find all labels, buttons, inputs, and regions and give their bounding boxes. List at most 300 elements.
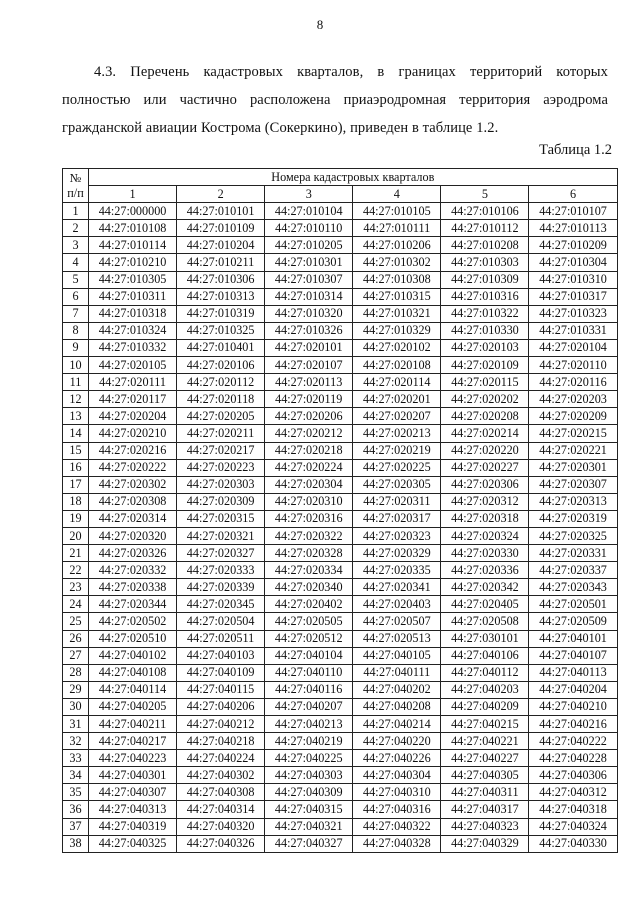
row-number-cell: 36 [63,801,89,818]
table-row [63,271,618,288]
cadastral-number-cell: 44:27:020344 [89,596,177,613]
table-row [63,750,618,767]
table-row [63,767,618,784]
cadastral-number-cell: 44:27:020314 [89,510,177,527]
cadastral-number-cell: 44:27:020208 [441,408,529,425]
table-row [63,562,618,579]
cadastral-number-cell: 44:27:010326 [265,322,353,339]
cadastral-number-cell: 44:27:020329 [353,545,441,562]
cadastral-number-cell: 44:27:040210 [529,698,617,715]
cadastral-number-cell: 44:27:040206 [177,698,265,715]
table-row [63,664,618,681]
row-number-cell: 9 [63,339,89,356]
row-number-cell: 29 [63,681,89,698]
table-row [63,579,618,596]
cadastral-number-cell: 44:27:040320 [177,818,265,835]
table-row [63,698,618,715]
cadastral-number-cell: 44:27:020339 [177,579,265,596]
cadastral-number-cell: 44:27:010112 [441,220,529,237]
cadastral-number-cell: 44:27:020511 [177,630,265,647]
cadastral-number-cell: 44:27:010322 [441,305,529,322]
cadastral-number-cell: 44:27:020313 [529,493,617,510]
cadastral-number-cell: 44:27:040324 [529,818,617,835]
cadastral-number-cell: 44:27:010325 [177,322,265,339]
cadastral-number-cell: 44:27:020219 [353,442,441,459]
cadastral-number-cell: 44:27:020111 [89,374,177,391]
column-header: 2 [177,186,265,203]
cadastral-number-cell: 44:27:020302 [89,476,177,493]
cadastral-number-cell: 44:27:040106 [441,647,529,664]
cadastral-number-cell: 44:27:020101 [265,339,353,356]
cadastral-number-cell: 44:27:020319 [529,510,617,527]
cadastral-number-cell: 44:27:020307 [529,476,617,493]
cadastral-number-cell: 44:27:010205 [265,237,353,254]
row-number-cell: 20 [63,527,89,544]
table-row [63,527,618,544]
table-row [63,322,618,339]
cadastral-number-cell: 44:27:040101 [529,630,617,647]
cadastral-number-cell: 44:27:040313 [89,801,177,818]
cadastral-number-cell: 44:27:020113 [265,374,353,391]
cadastral-number-cell: 44:27:020222 [89,459,177,476]
cadastral-number-cell: 44:27:010320 [265,305,353,322]
cadastral-number-cell: 44:27:020342 [441,579,529,596]
cadastral-number-cell: 44:27:010331 [529,322,617,339]
paragraph-line: гражданской авиации Кострома (Сокеркино), приведен в таблице 1.2. [62,120,499,136]
table-row [63,237,618,254]
cadastral-number-cell: 44:27:040321 [265,818,353,835]
table-row [63,510,618,527]
row-number-cell: 31 [63,716,89,733]
cadastral-number-cell: 44:27:020119 [265,391,353,408]
cadastral-number-cell: 44:27:020335 [353,562,441,579]
cadastral-number-cell: 44:27:010311 [89,288,177,305]
cadastral-number-cell: 44:27:010305 [89,271,177,288]
cadastral-number-cell: 44:27:020201 [353,391,441,408]
cadastral-number-cell: 44:27:020332 [89,562,177,579]
row-number-cell: 37 [63,818,89,835]
cadastral-number-cell: 44:27:010114 [89,237,177,254]
row-number-cell: 22 [63,562,89,579]
row-number-cell: 24 [63,596,89,613]
cadastral-number-cell: 44:27:020116 [529,374,617,391]
cadastral-number-cell: 44:27:020305 [353,476,441,493]
cadastral-number-cell: 44:27:020102 [353,339,441,356]
cadastral-number-cell: 44:27:020501 [529,596,617,613]
cadastral-number-cell: 44:27:040205 [89,698,177,715]
cadastral-number-cell: 44:27:040328 [353,835,441,852]
row-number-cell: 32 [63,733,89,750]
cadastral-number-cell: 44:27:010301 [265,254,353,271]
cadastral-number-cell: 44:27:020105 [89,357,177,374]
cadastral-number-cell: 44:27:010105 [353,203,441,220]
cadastral-number-cell: 44:27:020337 [529,562,617,579]
row-number-cell: 28 [63,664,89,681]
row-number-cell: 2 [63,220,89,237]
cadastral-number-cell: 44:27:020109 [441,357,529,374]
cadastral-number-cell: 44:27:040216 [529,716,617,733]
cadastral-number-cell: 44:27:040107 [529,647,617,664]
table-body [63,203,618,853]
column-header: 1 [89,186,177,203]
cadastral-number-cell: 44:27:010332 [89,339,177,356]
cadastral-number-cell: 44:27:020207 [353,408,441,425]
column-header: 6 [529,186,617,203]
cadastral-number-cell: 44:27:010108 [89,220,177,237]
cadastral-number-cell: 44:27:010110 [265,220,353,237]
cadastral-number-cell: 44:27:020304 [265,476,353,493]
cadastral-number-cell: 44:27:040225 [265,750,353,767]
table-header-row [63,169,618,186]
cadastral-number-cell: 44:27:020212 [265,425,353,442]
cadastral-number-cell: 44:27:020206 [265,408,353,425]
row-number-cell: 34 [63,767,89,784]
cadastral-number-cell: 44:27:020312 [441,493,529,510]
column-header-row [63,186,618,203]
cadastral-number-cell: 44:27:020341 [353,579,441,596]
table-row [63,784,618,801]
row-number-cell: 8 [63,322,89,339]
row-number-cell: 23 [63,579,89,596]
cadastral-number-cell: 44:27:010209 [529,237,617,254]
cadastral-number-cell: 44:27:020508 [441,613,529,630]
cadastral-number-cell: 44:27:010306 [177,271,265,288]
cadastral-number-cell: 44:27:020345 [177,596,265,613]
cadastral-number-cell: 44:27:020512 [265,630,353,647]
table-row [63,339,618,356]
cadastral-quarters-table [62,168,618,853]
table-row [63,716,618,733]
cadastral-number-cell: 44:27:010111 [353,220,441,237]
cadastral-number-cell: 44:27:010330 [441,322,529,339]
cadastral-number-cell: 44:27:010304 [529,254,617,271]
cadastral-number-cell: 44:27:020209 [529,408,617,425]
table-row [63,459,618,476]
cadastral-number-cell: 44:27:020327 [177,545,265,562]
row-number-cell: 35 [63,784,89,801]
cadastral-number-cell: 44:27:020215 [529,425,617,442]
cadastral-number-cell: 44:27:040310 [353,784,441,801]
cadastral-number-cell: 44:27:010318 [89,305,177,322]
cadastral-number-cell: 44:27:010106 [441,203,529,220]
cadastral-number-cell: 44:27:020316 [265,510,353,527]
cadastral-number-cell: 44:27:020203 [529,391,617,408]
table-row [63,613,618,630]
table-row [63,801,618,818]
cadastral-number-cell: 44:27:040224 [177,750,265,767]
cadastral-number-cell: 44:27:020504 [177,613,265,630]
cadastral-number-cell: 44:27:020217 [177,442,265,459]
cadastral-number-cell: 44:27:010113 [529,220,617,237]
table-row [63,357,618,374]
table-row [63,203,618,220]
cadastral-number-cell: 44:27:010316 [441,288,529,305]
cadastral-number-cell: 44:27:020117 [89,391,177,408]
cadastral-number-cell: 44:27:040218 [177,733,265,750]
cadastral-number-cell: 44:27:020303 [177,476,265,493]
row-number-cell: 6 [63,288,89,305]
row-number-cell: 5 [63,271,89,288]
cadastral-number-cell: 44:27:040202 [353,681,441,698]
cadastral-number-cell: 44:27:040217 [89,733,177,750]
cadastral-number-cell: 44:27:040108 [89,664,177,681]
cadastral-number-cell: 44:27:040303 [265,767,353,784]
cadastral-number-cell: 44:27:020322 [265,527,353,544]
cadastral-number-cell: 44:27:010303 [441,254,529,271]
cadastral-number-cell: 44:27:030101 [441,630,529,647]
page-number: 8 [316,17,324,32]
row-number-header-bottom: п/п [67,185,84,200]
row-number-cell: 17 [63,476,89,493]
cadastral-number-cell: 44:27:040327 [265,835,353,852]
row-number-cell: 14 [63,425,89,442]
cadastral-number-cell: 44:27:020112 [177,374,265,391]
cadastral-number-cell: 44:27:010314 [265,288,353,305]
cadastral-number-cell: 44:27:040214 [353,716,441,733]
cadastral-number-cell: 44:27:010329 [353,322,441,339]
cadastral-number-cell: 44:27:040211 [89,716,177,733]
cadastral-number-cell: 44:27:040318 [529,801,617,818]
table-row [63,733,618,750]
cadastral-number-cell: 44:27:040223 [89,750,177,767]
row-number-cell: 18 [63,493,89,510]
cadastral-number-cell: 44:27:040325 [89,835,177,852]
cadastral-number-cell: 44:27:020108 [353,357,441,374]
cadastral-number-cell: 44:27:020211 [177,425,265,442]
cadastral-number-cell: 44:27:010210 [89,254,177,271]
cadastral-number-cell: 44:27:040226 [353,750,441,767]
cadastral-number-cell: 44:27:040305 [441,767,529,784]
table-row [63,476,618,493]
cadastral-number-cell: 44:27:020223 [177,459,265,476]
cadastral-number-cell: 44:27:040228 [529,750,617,767]
cadastral-number-cell: 44:27:020308 [89,493,177,510]
cadastral-number-cell: 44:27:040319 [89,818,177,835]
row-number-cell: 19 [63,510,89,527]
row-number-cell: 30 [63,698,89,715]
cadastral-number-cell: 44:27:040301 [89,767,177,784]
cadastral-number-cell: 44:27:040213 [265,716,353,733]
cadastral-number-cell: 44:27:040306 [529,767,617,784]
cadastral-number-cell: 44:27:040209 [441,698,529,715]
cadastral-number-cell: 44:27:010324 [89,322,177,339]
cadastral-number-cell: 44:27:010313 [177,288,265,305]
row-number-header-top: № [69,170,82,185]
cadastral-number-cell: 44:27:040311 [441,784,529,801]
cadastral-number-cell: 44:27:020315 [177,510,265,527]
table-row [63,545,618,562]
cadastral-number-cell: 44:27:010107 [529,203,617,220]
cadastral-number-cell: 44:27:020106 [177,357,265,374]
cadastral-number-cell: 44:27:020330 [441,545,529,562]
cadastral-number-cell: 44:27:040322 [353,818,441,835]
cadastral-number-cell: 44:27:020331 [529,545,617,562]
cadastral-number-cell: 44:27:020107 [265,357,353,374]
cadastral-number-cell: 44:27:020402 [265,596,353,613]
cadastral-number-cell: 44:27:040330 [529,835,617,852]
row-number-cell: 13 [63,408,89,425]
paragraph-line: 4.3. Перечень кадастровых кварталов, в границах территорий которых [94,64,608,80]
cadastral-number-cell: 44:27:040115 [177,681,265,698]
cadastral-number-cell: 44:27:020103 [441,339,529,356]
row-number-cell: 21 [63,545,89,562]
cadastral-number-cell: 44:27:010310 [529,271,617,288]
cadastral-number-cell: 44:27:010401 [177,339,265,356]
cadastral-number-cell: 44:27:020325 [529,527,617,544]
cadastral-number-cell: 44:27:040204 [529,681,617,698]
row-number-header [63,169,89,203]
cadastral-number-cell: 44:27:010317 [529,288,617,305]
row-number-cell: 11 [63,374,89,391]
row-number-cell: 38 [63,835,89,852]
table-row [63,818,618,835]
cadastral-number-cell: 44:27:040316 [353,801,441,818]
cadastral-number-cell: 44:27:020510 [89,630,177,647]
cadastral-number-cell: 44:27:040116 [265,681,353,698]
cadastral-number-cell: 44:27:010319 [177,305,265,322]
cadastral-number-cell: 44:27:040326 [177,835,265,852]
cadastral-number-cell: 44:27:040304 [353,767,441,784]
table-row [63,288,618,305]
cadastral-number-cell: 44:27:010321 [353,305,441,322]
cadastral-number-cell: 44:27:040208 [353,698,441,715]
cadastral-number-cell: 44:27:040207 [265,698,353,715]
table-row [63,647,618,664]
cadastral-number-cell: 44:27:020334 [265,562,353,579]
table-row [63,220,618,237]
row-number-cell: 12 [63,391,89,408]
row-number-cell: 33 [63,750,89,767]
cadastral-number-cell: 44:27:040308 [177,784,265,801]
cadastral-number-cell: 44:27:040114 [89,681,177,698]
cadastral-number-cell: 44:27:010309 [441,271,529,288]
paragraph-line: полностью или частично расположена приаэродромная территория аэродрома [62,92,608,108]
cadastral-number-cell: 44:27:040222 [529,733,617,750]
row-number-cell: 15 [63,442,89,459]
cadastral-number-cell: 44:27:040314 [177,801,265,818]
cadastral-number-cell: 44:27:040307 [89,784,177,801]
table-row [63,425,618,442]
cadastral-number-cell: 44:27:020202 [441,391,529,408]
row-number-cell: 16 [63,459,89,476]
cadastral-number-cell: 44:27:040111 [353,664,441,681]
cadastral-number-cell: 44:27:020513 [353,630,441,647]
column-header: 5 [441,186,529,203]
table-row [63,596,618,613]
cadastral-number-cell: 44:27:040105 [353,647,441,664]
cadastral-number-cell: 44:27:010109 [177,220,265,237]
cadastral-number-cell: 44:27:020338 [89,579,177,596]
cadastral-number-cell: 44:27:020214 [441,425,529,442]
cadastral-number-cell: 44:27:040110 [265,664,353,681]
cadastral-number-cell: 44:27:020227 [441,459,529,476]
group-header: Номера кадастровых кварталов [89,169,618,186]
cadastral-number-cell: 44:27:020213 [353,425,441,442]
cadastral-number-cell: 44:27:000000 [89,203,177,220]
table-row [63,630,618,647]
cadastral-number-cell: 44:27:010206 [353,237,441,254]
cadastral-number-cell: 44:27:040317 [441,801,529,818]
table-caption: Таблица 1.2 [539,142,612,158]
table-row [63,305,618,322]
row-number-cell: 3 [63,237,89,254]
cadastral-number-cell: 44:27:040309 [265,784,353,801]
cadastral-number-cell: 44:27:040315 [265,801,353,818]
intro-paragraph [62,58,608,142]
cadastral-number-cell: 44:27:010208 [441,237,529,254]
cadastral-number-cell: 44:27:010308 [353,271,441,288]
cadastral-number-cell: 44:27:040329 [441,835,529,852]
cadastral-number-cell: 44:27:040104 [265,647,353,664]
cadastral-number-cell: 44:27:010315 [353,288,441,305]
cadastral-number-cell: 44:27:020225 [353,459,441,476]
row-number-cell: 10 [63,357,89,374]
cadastral-number-cell: 44:27:010101 [177,203,265,220]
cadastral-number-cell: 44:27:040212 [177,716,265,733]
cadastral-number-cell: 44:27:020310 [265,493,353,510]
cadastral-number-cell: 44:27:020502 [89,613,177,630]
row-number-cell: 4 [63,254,89,271]
cadastral-number-cell: 44:27:020505 [265,613,353,630]
cadastral-number-cell: 44:27:020301 [529,459,617,476]
cadastral-number-cell: 44:27:020324 [441,527,529,544]
cadastral-number-cell: 44:27:020317 [353,510,441,527]
table-row [63,254,618,271]
row-number-cell: 7 [63,305,89,322]
cadastral-number-cell: 44:27:040312 [529,784,617,801]
table-row [63,681,618,698]
cadastral-number-cell: 44:27:040220 [353,733,441,750]
column-header: 4 [353,186,441,203]
cadastral-number-cell: 44:27:040109 [177,664,265,681]
cadastral-number-cell: 44:27:020309 [177,493,265,510]
cadastral-number-cell: 44:27:040112 [441,664,529,681]
cadastral-number-cell: 44:27:010307 [265,271,353,288]
cadastral-number-cell: 44:27:020340 [265,579,353,596]
cadastral-number-cell: 44:27:020218 [265,442,353,459]
row-number-cell: 1 [63,203,89,220]
cadastral-number-cell: 44:27:020326 [89,545,177,562]
cadastral-number-cell: 44:27:040323 [441,818,529,835]
row-number-cell: 25 [63,613,89,630]
cadastral-number-cell: 44:27:020306 [441,476,529,493]
cadastral-number-cell: 44:27:020110 [529,357,617,374]
table-row [63,835,618,852]
cadastral-number-cell: 44:27:040227 [441,750,529,767]
cadastral-number-cell: 44:27:020333 [177,562,265,579]
cadastral-number-cell: 44:27:040103 [177,647,265,664]
cadastral-number-cell: 44:27:020204 [89,408,177,425]
cadastral-number-cell: 44:27:020118 [177,391,265,408]
cadastral-number-cell: 44:27:040215 [441,716,529,733]
row-number-cell: 27 [63,647,89,664]
cadastral-number-cell: 44:27:020220 [441,442,529,459]
cadastral-number-cell: 44:27:020115 [441,374,529,391]
cadastral-number-cell: 44:27:020320 [89,527,177,544]
cadastral-number-cell: 44:27:020221 [529,442,617,459]
cadastral-number-cell: 44:27:020318 [441,510,529,527]
cadastral-number-cell: 44:27:010302 [353,254,441,271]
cadastral-number-cell: 44:27:020216 [89,442,177,459]
table-row [63,391,618,408]
cadastral-number-cell: 44:27:020336 [441,562,529,579]
cadastral-number-cell: 44:27:020507 [353,613,441,630]
cadastral-number-cell: 44:27:010211 [177,254,265,271]
table-row [63,374,618,391]
cadastral-number-cell: 44:27:020205 [177,408,265,425]
cadastral-number-cell: 44:27:040203 [441,681,529,698]
cadastral-number-cell: 44:27:010323 [529,305,617,322]
